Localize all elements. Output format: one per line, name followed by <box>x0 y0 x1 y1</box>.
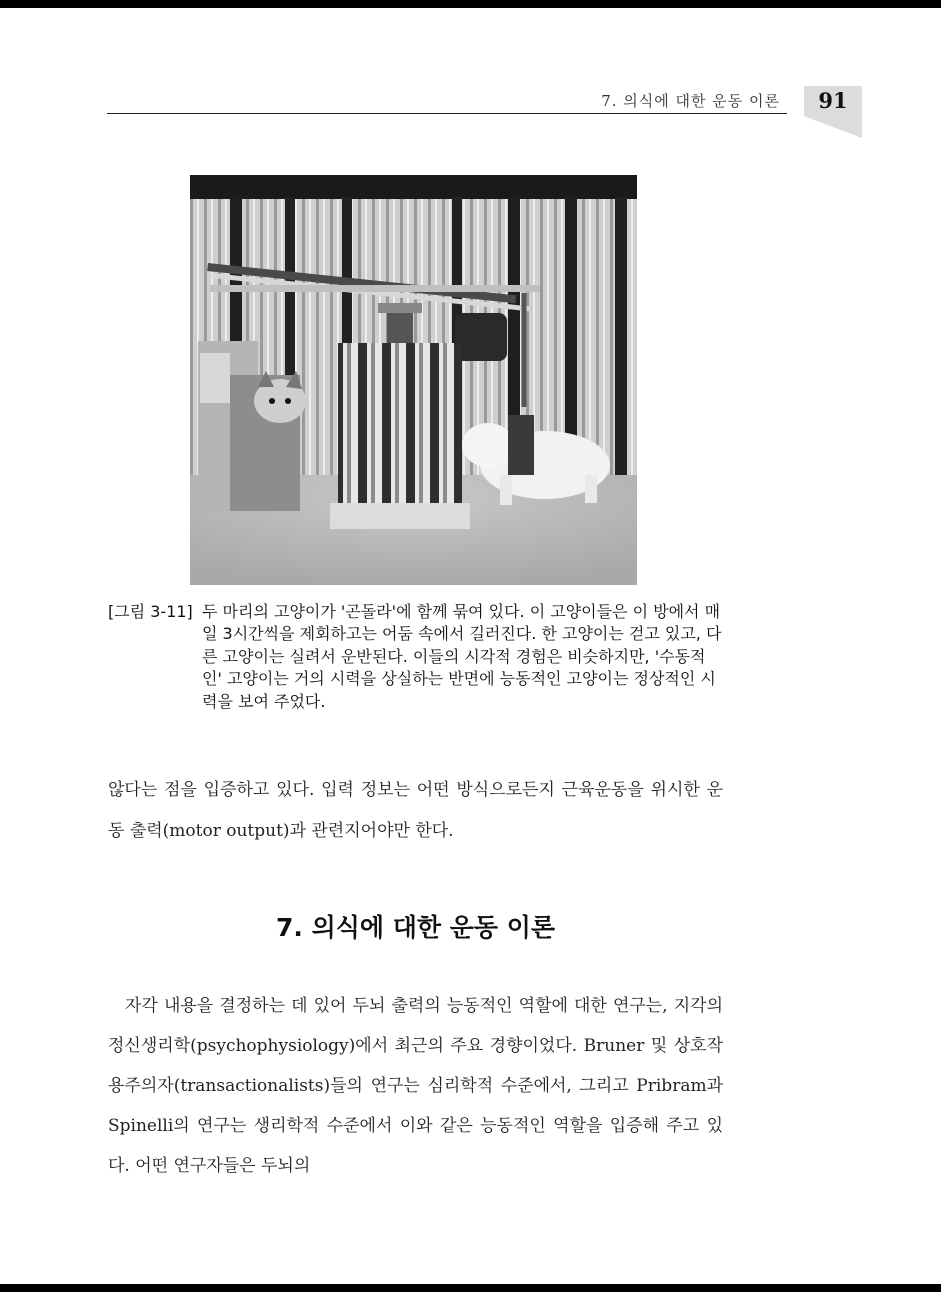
bottom-border <box>0 1284 941 1292</box>
header-rule <box>107 113 787 114</box>
paragraph-1: 않다는 점을 입증하고 있다. 입력 정보는 어떤 방식으로든지 근육운동을 위시한 운동 출력(motor output)과 관련지어야만 한다. <box>108 780 723 841</box>
paragraph-2: 자각 내용을 결정하는 데 있어 두뇌 출력의 능동적인 역할에 대한 연구는, 지각의 정신생리학(psychophysiology)에서 최근의 주요 경향이었다. Bruner 및 상호작용주의자(transactionalists)들의 연구는 심리학적 수준에서, 그리고 Pribram과 Spinelli의 연구는 생리학적 수준에서 이와 같은 능동적인 역할을 입증해 주고 있다. 어떤 연구자들은 두뇌의 <box>108 996 723 1176</box>
top-border <box>0 0 941 8</box>
figure-caption <box>108 601 723 713</box>
caption-text: 두 마리의 고양이가 '곤돌라'에 함께 묶여 있다. 이 고양이들은 이 방에서 매일 3시간씩을 제회하고는 어둠 속에서 길러진다. 한 고양이는 걷고 있고, 다른 고양이는 실려서 운반된다. 이들의 시각적 경험은 비슷하지만, '수동적인' 고양이는 거의 시력을 상실하는 반면에 능동적인 고양이는 정상적인 시력을 보여 주었다. <box>202 602 722 711</box>
running-head: 7. 의식에 대한 운동 이론 <box>601 92 780 110</box>
section-heading: 7. 의식에 대한 운동 이론 <box>275 913 556 942</box>
page-number: 91 <box>818 88 848 113</box>
figure-photo <box>190 175 637 585</box>
caption-label: [그림 3-11] <box>108 602 193 621</box>
